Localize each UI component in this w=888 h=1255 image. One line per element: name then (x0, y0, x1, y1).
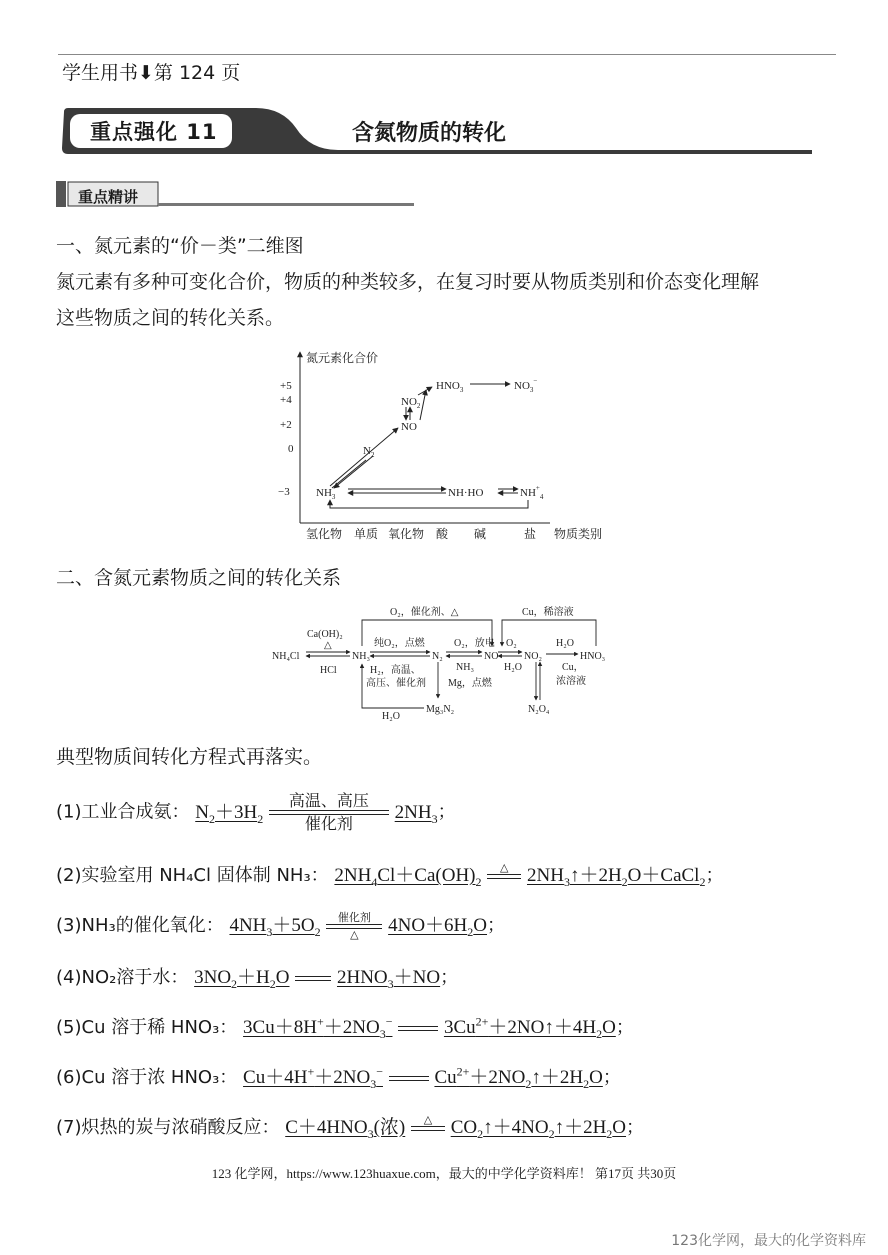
d2-o2: O₂ (506, 638, 517, 649)
equation-3-cond-bot: △ (350, 927, 359, 941)
xtick-base: 碱 (474, 527, 487, 541)
banner-title: 重点强化 11 (90, 120, 218, 144)
page-footer: 123 化学网，https://www.123huaxue.com，最大的中学化学资料库！ 第17页 共30页 (211, 1166, 677, 1181)
ytick-p4: +4 (280, 394, 292, 406)
d2-cu-dilute: Cu，稀溶液 (522, 607, 574, 618)
species-no2: $NO_2$ (401, 396, 421, 410)
ytick-m3: −3 (278, 486, 290, 498)
d2-nh3: NH₃ (352, 651, 370, 662)
nitrogen-valence-class-diagram (270, 348, 620, 548)
equation-5: (5)Cu 溶于稀 HNO₃： $3Cu+8H^++2NO_3^-$ $3Cu^{2+}+2NO↑+4H_2O$； (56, 1014, 634, 1041)
species-n2: $N_2$ (363, 445, 375, 459)
equation-3-cond-top: 催化剂 (337, 910, 371, 924)
species-nh3h2o: NH·HO (448, 487, 484, 499)
typical-intro: 典型物质间转化方程式再落实。 (56, 746, 323, 768)
equation-1-label: (1)工业合成氨： (56, 801, 190, 823)
xtick-oxide: 氧化物 (388, 527, 425, 541)
d2-caoh2: Ca(OH)₂ (307, 629, 343, 640)
equation-3: (3)NH₃的催化氧化： $4NH_3+5O_2$ 催化剂 △ $4NO+6H_2O$； (56, 910, 506, 941)
equation-1-cond-bot: 催化剂 (304, 814, 353, 833)
nitrogen-conversion-diagram (270, 598, 620, 726)
d2-mg3n2: Mg₃N₂ (426, 704, 455, 715)
d2-h2o: H₂O (504, 662, 522, 673)
part1-text-line2: 这些物质之间的转化关系。 (56, 307, 285, 329)
equation-3-label: (3)NH₃的催化氧化： (56, 915, 224, 936)
d2-o2-spark: O₂，放电 (454, 638, 495, 649)
equation-6-label: (6)Cu 溶于浓 HNO₃： (56, 1067, 238, 1088)
top-rule (58, 54, 836, 55)
species-hno3: $HNO_3$ (436, 380, 464, 394)
book-page-reference: 学生用书⬇第 124 页 (62, 62, 241, 84)
d2-no2: NO₂ (524, 651, 542, 662)
part1-text-line1: 氮元素有多种可变化合价，物质的种类较多，在复习时要从物质类别和价态变化理解 (56, 271, 760, 293)
d2-n2: N₂ (432, 651, 443, 662)
equation-2-label: (2)实验室用 NH₄Cl 固体制 NH₃： (56, 865, 329, 886)
equation-7: (7)炽热的炭与浓硝酸反应： $C+4HNO_3$(浓) △ $CO_2↑+4NO_2↑+2H_2O$； (56, 1112, 645, 1141)
xtick-element: 单质 (354, 527, 379, 541)
part2-heading: 二、含氮元素物质之间的转化关系 (56, 567, 342, 589)
equation-2-cond-top: △ (500, 860, 509, 874)
species-nh4: $NH^+_4$ (520, 484, 544, 501)
d2-h2-cond1: H₂，高温、 (370, 665, 421, 676)
banner-subtitle: 含氮物质的转化 (352, 120, 507, 146)
watermark: 123化学网，最大的化学资料库 (671, 1233, 866, 1249)
d2-h2-cond2: 高压、催化剂 (366, 678, 426, 689)
xtick-salt: 盐 (524, 527, 537, 541)
d2-mg: Mg，点燃 (448, 678, 492, 689)
d2-conc: 浓溶液 (556, 676, 586, 687)
d2-no: NO (484, 651, 499, 662)
part1-heading: 一、氮元素的“价－类”二维图 (56, 235, 304, 257)
equation-4: (4)NO₂溶于水： $3NO_2+H_2O$ $2HNO_3+NO$； (56, 967, 459, 991)
equation-7-cond-top: △ (423, 1112, 433, 1126)
ytick-p2: +2 (280, 419, 292, 431)
equation-5-label: (5)Cu 溶于稀 HNO₃： (56, 1017, 238, 1038)
d2-pure-o2: 纯O₂，点燃 (374, 638, 425, 649)
d2-cu: Cu， (562, 662, 584, 673)
equation-4-label: (4)NO₂溶于水： (56, 967, 189, 988)
d2-nh4cl: NH₄Cl (272, 651, 300, 662)
equation-1: (1)工业合成氨： $N_2+3H_2$ 高温、高压 催化剂 $2NH_3$； (56, 791, 456, 833)
xtick-hydride: 氢化物 (306, 527, 343, 541)
d2-nh3b: NH₃ (456, 662, 474, 673)
equation-2: (2)实验室用 NH₄Cl 固体制 NH₃： $2NH_4Cl+Ca(OH)_2$ △ $2NH_3↑+2H_2O+CaCl_2$； (56, 860, 724, 889)
section-label: 重点精讲 (78, 188, 139, 206)
ytick-p5: +5 (280, 380, 292, 392)
d2-n2o4: N₂O₄ (528, 704, 550, 715)
equation-1-cond-top: 高温、高压 (288, 791, 369, 810)
species-nh3: $NH_3$ (316, 487, 336, 501)
d2-h2o2: H₂O (556, 638, 574, 649)
d2-o2cat: O₂，催化剂、△ (390, 607, 459, 618)
equation-6: (6)Cu 溶于浓 HNO₃： $Cu+4H^++2NO_3^-$ $Cu^{2+}+2NO_2↑+2H_2O$； (56, 1064, 621, 1091)
species-no3: $NO_3^-$ (514, 377, 538, 394)
part1-text (56, 264, 846, 336)
d2-delta: △ (324, 640, 332, 651)
xtick-acid: 酸 (436, 527, 449, 541)
species-no: NO (401, 421, 417, 433)
y-axis-label: 氮元素化合价 (306, 351, 379, 365)
d2-hno3: HNO₃ (580, 651, 606, 662)
d2-hcl: HCl (320, 665, 337, 676)
x-axis-label: 物质类别 (554, 527, 603, 541)
equation-7-label: (7)炽热的炭与浓硝酸反应： (56, 1117, 280, 1138)
d2-h2o3: H₂O (382, 711, 400, 722)
ytick-0: 0 (288, 443, 294, 455)
